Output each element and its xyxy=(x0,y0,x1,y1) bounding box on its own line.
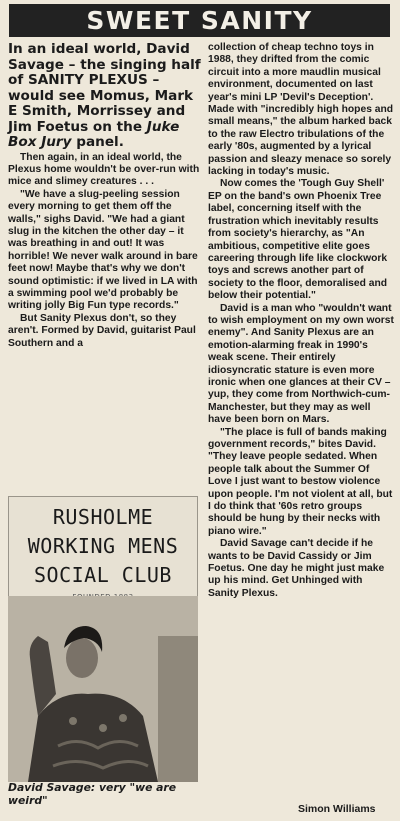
intro-text-end: panel. xyxy=(71,134,124,150)
paragraph: collection of cheap techno toys in 1988, they drifted from the comic circuit into a more maudlin musical environment, documented on last year's mini LP 'Devil's Deception'. Made with "incredibly high hopes and small means," the album harked back to the raw Electro tribulations of the early '80s, augmented by a lyrical passion and sleazy menace so sorely lacking in today's music. xyxy=(208,42,394,178)
paragraph: Now comes the 'Tough Guy Shell' EP on the band's own Phoenix Tree label, concerning itself with the frustration which inevitably results from society's hierarchy, as "An ambitious, competitive elite goes careering through life like clockwork toys and screws another part of society to the floor, demoralised and below their potential." xyxy=(208,178,388,302)
article-intro xyxy=(8,42,202,151)
sign-line: RUSHOLME xyxy=(52,505,154,529)
article-title: SWEET SANITY xyxy=(86,6,313,35)
paragraph: Then again, in an ideal world, the Plexus home wouldn't be over-run with mice and slimey creatures . . . xyxy=(8,151,200,188)
byline: Simon Williams xyxy=(298,803,376,815)
person-illustration xyxy=(8,596,198,782)
intro-text: In an ideal world, David Savage – the singing half of SANITY PLEXUS – would see Momus, Mark E Smith, Morrissey and Jim Foetus on the xyxy=(8,41,201,135)
paragraph: But Sanity Plexus don't, so they aren't. Formed by David, guitarist Paul Southern and a xyxy=(8,312,196,349)
article-masthead xyxy=(9,4,390,37)
sign-line: WORKING MENS xyxy=(27,534,179,558)
photo-caption: David Savage: very "we are weird" xyxy=(8,781,177,807)
left-column xyxy=(8,42,202,350)
sign-line: SOCIAL CLUB xyxy=(34,563,172,587)
right-column xyxy=(208,42,394,600)
band-photo xyxy=(8,496,198,782)
paragraph: David is a man who "wouldn't want to wish employment on my own worst enemy". And Sanity Plexus are an emotion-alarming freak in 1990's weak scene. Their entirely idiosyncratic stature is even more ironic when one glances at their CV – yup, they come from Northwich-cum-Manchester, but they may as well have been born on Mars. xyxy=(208,302,394,426)
paragraph: "We have a slug-peeling session every morning to get them off the walls," sighs David. "We had a giant slug in the kitchen the other day – it was breathing in and out! It was horrible! We never walk around in bare feet now! Maybe that's why we don't sound optimistic: if we lived in LA with a swimming pool we'd probably be writing jolly Big Fun type records." xyxy=(8,188,198,312)
paragraph: David Savage can't decide if he wants to be David Cassidy or Jim Foetus. One day he might just make up his mind. Get Unhinged with Sanity Plexus. xyxy=(208,538,385,599)
intro-show-name: Juke Box Jury xyxy=(8,118,180,150)
paragraph: "The place is full of bands making government records," bites David. "They leave people sedated. When people talk about the Summer Of Love I just want to bestow violence upon people. I'm not violent at all, but I do think that '60s retro groups should be hung by their necks with piano wire." xyxy=(208,426,393,537)
